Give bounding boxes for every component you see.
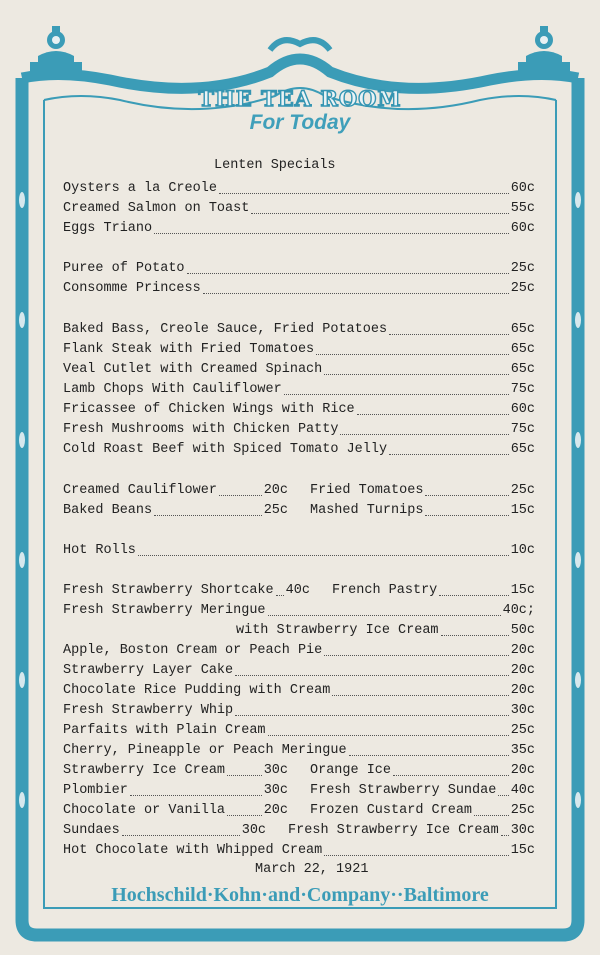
menu-item [63,320,535,340]
menu-item [63,420,535,440]
menu-item-name: Hot Chocolate with Whipped Cream [63,843,323,858]
menu-item [63,761,288,781]
dot-leader [219,495,262,496]
menu-item-name: Veal Cutlet with Creamed Spinach [63,362,323,377]
dot-leader [268,615,501,616]
dot-leader [284,394,509,395]
menu-line [63,721,535,741]
dot-leader [439,595,508,596]
menu-item-price: 65c [510,342,535,357]
dot-leader [203,293,509,294]
menu-item-price: 20c [510,763,535,778]
menu-item-name: Fresh Strawberry Whip [63,703,234,718]
menu-item [63,581,310,601]
menu-item [332,581,535,601]
column-gap [288,781,310,801]
menu-line [63,179,535,199]
menu-item-price: 15c [510,843,535,858]
menu-item-price: 30c [510,703,535,718]
dot-leader [501,835,509,836]
menu-item-price: 65c [510,322,535,337]
menu-item-price: 50c [510,623,535,638]
menu-item-price: 25c [510,483,535,498]
menu-line [236,621,535,641]
menu-item [63,219,535,239]
dot-leader [441,635,509,636]
menu-item-price: 25c [510,803,535,818]
menu-title: THE TEA ROOM [198,86,402,111]
menu-item-name: Puree of Potato [63,261,185,276]
column-gap [288,761,310,781]
menu-item-price: 35c [510,743,535,758]
menu-item [63,481,288,501]
menu-item-price: 10c [510,543,535,558]
menu-item-name: Chocolate or Vanilla [63,803,226,818]
menu-line [63,821,535,841]
menu-item-name: Fresh Strawberry Ice Cream [288,823,499,838]
menu-item-name: Baked Bass, Creole Sauce, Fried Potatoes [63,322,388,337]
menu-line [63,400,535,420]
dot-leader [235,715,509,716]
column-gap [310,581,332,601]
menu-line [63,420,535,440]
menu-item-name: Parfaits with Plain Cream [63,723,266,738]
menu-item-name: Cold Roast Beef with Spiced Tomato Jelly [63,442,388,457]
menu-line [63,641,535,661]
menu-item [63,279,535,299]
menu-item-price: 30c [263,783,288,798]
menu-item [310,481,535,501]
menu-item-name: Fried Tomatoes [310,483,424,498]
menu-date: March 22, 1921 [255,862,369,877]
menu-line [63,701,535,721]
menu-line [63,279,535,299]
dot-leader [187,273,509,274]
dot-leader [154,233,509,234]
menu-item-name: Fresh Mushrooms with Chicken Patty [63,422,339,437]
menu-line [63,601,535,621]
menu-item [63,340,535,360]
menu-item-name: Creamed Salmon on Toast [63,201,250,216]
menu-item-price: 75c [510,422,535,437]
menu-item-name: with Strawberry Ice Cream [236,623,439,638]
menu-line [63,501,535,521]
menu-item-name: Fresh Strawberry Sundae [310,783,497,798]
menu-item-price: 30c [241,823,267,838]
menu-line [63,481,535,501]
menu-item-name: Oysters a la Creole [63,181,217,196]
dot-leader [268,735,509,736]
dot-leader [227,815,262,816]
menu-item [310,801,535,821]
menu-item-name: Cherry, Pineapple or Peach Meringue [63,743,347,758]
menu-item [63,721,535,741]
dot-leader [425,495,508,496]
menu-item [63,440,535,460]
menu-item-name: Creamed Cauliflower [63,483,217,498]
menu-item-name: Frozen Custard Cream [310,803,473,818]
menu-line [63,541,535,561]
menu-item-price: 20c [263,803,288,818]
menu-item-price: 20c [510,663,535,678]
column-gap [288,501,310,521]
menu-item-price: 40c [285,583,310,598]
menu-item [63,380,535,400]
menu-line [63,681,535,701]
dot-leader [389,454,509,455]
menu-subtitle: For Today [249,111,351,134]
menu-item-price: 65c [510,362,535,377]
menu-item-name: Orange Ice [310,763,392,778]
dot-leader [251,213,508,214]
menu-item-name: Fresh Strawberry Meringue [63,603,266,618]
dot-leader [425,515,508,516]
menu-item-price: 60c [510,402,535,417]
dot-leader [332,695,508,696]
menu-item-name: Strawberry Ice Cream [63,763,226,778]
menu-item [63,661,535,681]
menu-line [63,320,535,340]
menu-item [63,601,535,621]
footer-store-name: Hochschild·Kohn·and·Company··Baltimore [111,884,489,906]
menu-item-name: Eggs Triano [63,221,153,236]
menu-item [236,621,535,641]
menu-line [63,360,535,380]
menu-item-name: Flank Steak with Fried Tomatoes [63,342,315,357]
menu-line [63,340,535,360]
dot-leader [474,815,509,816]
column-gap [288,801,310,821]
menu-item [63,179,535,199]
menu-item-price: 15c [510,503,535,518]
column-gap [288,481,310,501]
menu-item-price: 20c [263,483,288,498]
menu-line [63,761,535,781]
dot-leader [498,795,508,796]
dot-leader [389,334,509,335]
menu-item [288,821,535,841]
dot-leader [276,595,284,596]
menu-item [63,821,266,841]
menu-item-price: 60c [510,181,535,196]
menu-item-name: Plombier [63,783,128,798]
menu-item-name: Consomme Princess [63,281,201,296]
menu-item-price: 20c [510,643,535,658]
dot-leader [316,354,509,355]
dot-leader [235,675,509,676]
dot-leader [154,515,262,516]
menu-line [63,380,535,400]
menu-item-name: Chocolate Rice Pudding with Cream [63,683,331,698]
menu-line [63,219,535,239]
menu-item [310,501,535,521]
menu-item-name: Strawberry Layer Cake [63,663,234,678]
menu-line [63,661,535,681]
menu-line [63,781,535,801]
menu-line [63,741,535,761]
menu-item-price: 25c [510,281,535,296]
menu-item [63,741,535,761]
dot-leader [324,655,508,656]
menu-item [63,259,535,279]
menu-item-price: 40c [510,783,535,798]
dot-leader [393,775,509,776]
menu-item [63,501,288,521]
menu-item [63,781,288,801]
dot-leader [324,855,508,856]
column-gap [266,821,288,841]
menu-item [63,701,535,721]
menu-line [63,801,535,821]
menu-item-name: Lamb Chops With Cauliflower [63,382,282,397]
menu-item-name: Fricassee of Chicken Wings with Rice [63,402,355,417]
dot-leader [219,193,509,194]
menu-item [63,541,535,561]
menu-item [63,360,535,380]
dot-leader [138,555,509,556]
menu-item-name: Mashed Turnips [310,503,424,518]
menu-item-name: Fresh Strawberry Shortcake [63,583,274,598]
menu-line [63,440,535,460]
menu-item [63,801,288,821]
menu-item-name: Apple, Boston Cream or Peach Pie [63,643,323,658]
menu-item-price: 30c [510,823,535,838]
menu-item-name: Baked Beans [63,503,153,518]
dot-leader [122,835,240,836]
menu-item-name: French Pastry [331,583,438,598]
menu-item [310,761,535,781]
menu-item-name: Sundaes [63,823,120,838]
menu-line [63,841,535,861]
menu-item-price: 40c; [502,603,535,618]
dot-leader [324,374,508,375]
menu-line [63,259,535,279]
menu-item-price: 65c [510,442,535,457]
menu-item [63,199,535,219]
menu-item [310,781,535,801]
dot-leader [227,775,262,776]
dot-leader [357,414,509,415]
menu-item-price: 55c [510,201,535,216]
menu-item-price: 20c [510,683,535,698]
menu-line [63,199,535,219]
menu-item-price: 25c [263,503,288,518]
dot-leader [340,434,508,435]
menu-item-name: Hot Rolls [63,543,136,558]
menu-item-price: 25c [510,261,535,276]
menu-item-price: 60c [510,221,535,236]
menu-item-price: 15c [510,583,535,598]
menu-item-price: 25c [510,723,535,738]
menu-item [63,841,535,861]
menu-item-price: 30c [263,763,288,778]
menu-line [63,581,535,601]
section-heading: Lenten Specials [214,158,336,173]
menu-item [63,681,535,701]
menu-item [63,400,535,420]
menu-item-price: 75c [510,382,535,397]
dot-leader [349,755,509,756]
dot-leader [130,795,262,796]
menu-item [63,641,535,661]
